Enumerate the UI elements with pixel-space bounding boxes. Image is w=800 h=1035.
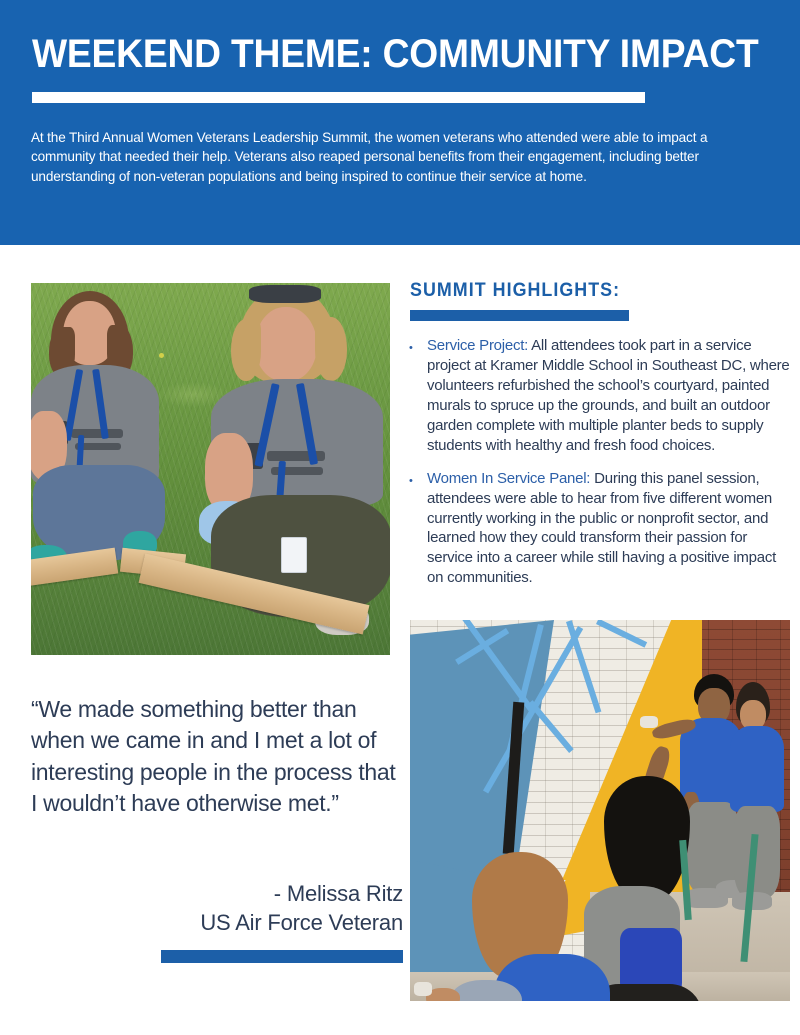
title-underline-rule [32,92,645,103]
header-band [0,0,800,245]
attribution-accent-rule [161,950,403,963]
list-item-text [427,469,790,589]
list-item-label: Service Project: [427,337,529,354]
bullet-dot-icon: • [409,474,413,487]
hair-side [231,319,261,381]
header-intro-paragraph: At the Third Annual Women Veterans Leadership Summit, the women veterans who attended were able to impact a community that needed their help. Veterans also reaped personal benefits from their engagement, including better understanding of non-veteran populations and being inspired to continue their service at home. [31,130,708,184]
highlights-accent-rule [410,310,629,321]
list-item [409,469,790,589]
page-title: WEEKEND THEME: COMMUNITY IMPACT [32,32,759,76]
bullet-dot-icon: • [409,342,413,354]
list-item-body: During this panel session, attendees were able to hear from five different women currently working in the public or nonprofit sector, and learned how they could transform their passion for service into a career while still having a positive impact on communities. [427,469,776,587]
highlights-list [409,336,790,601]
highlights-heading: SUMMIT HIGHLIGHTS: [410,280,621,301]
list-item-body: All attendees took part in a service project at Kramer Middle School in Southeast DC, where volunteers refurbished the school’s courtyard, painted murals to spruce up the grounds, and built an outdoor garden complete with multiple planter beds to supply students with healthy and fresh food choices. [427,337,790,454]
list-item [409,336,790,456]
dandelion-icon [159,353,164,358]
hair [604,776,690,902]
list-item-label: Women In Service Panel: [427,469,591,487]
sunglasses-icon [249,285,321,303]
list-item-text [427,336,790,456]
pull-quote: “We made something better than when we came in and I met a lot of interesting people in the process that I wouldn’t have otherwise met.” [31,696,396,816]
paint-roller [414,982,432,996]
photo-mural [410,620,790,1001]
head [255,307,317,381]
paint-roller [640,716,658,728]
tshirt [730,726,784,812]
attribution-role: US Air Force Veteran [200,910,403,936]
id-badge [281,537,307,573]
attribution-name: - Melissa Ritz [273,881,403,906]
hair-side [315,317,347,381]
photo-volunteers [31,283,390,655]
quote-attribution [31,879,403,938]
